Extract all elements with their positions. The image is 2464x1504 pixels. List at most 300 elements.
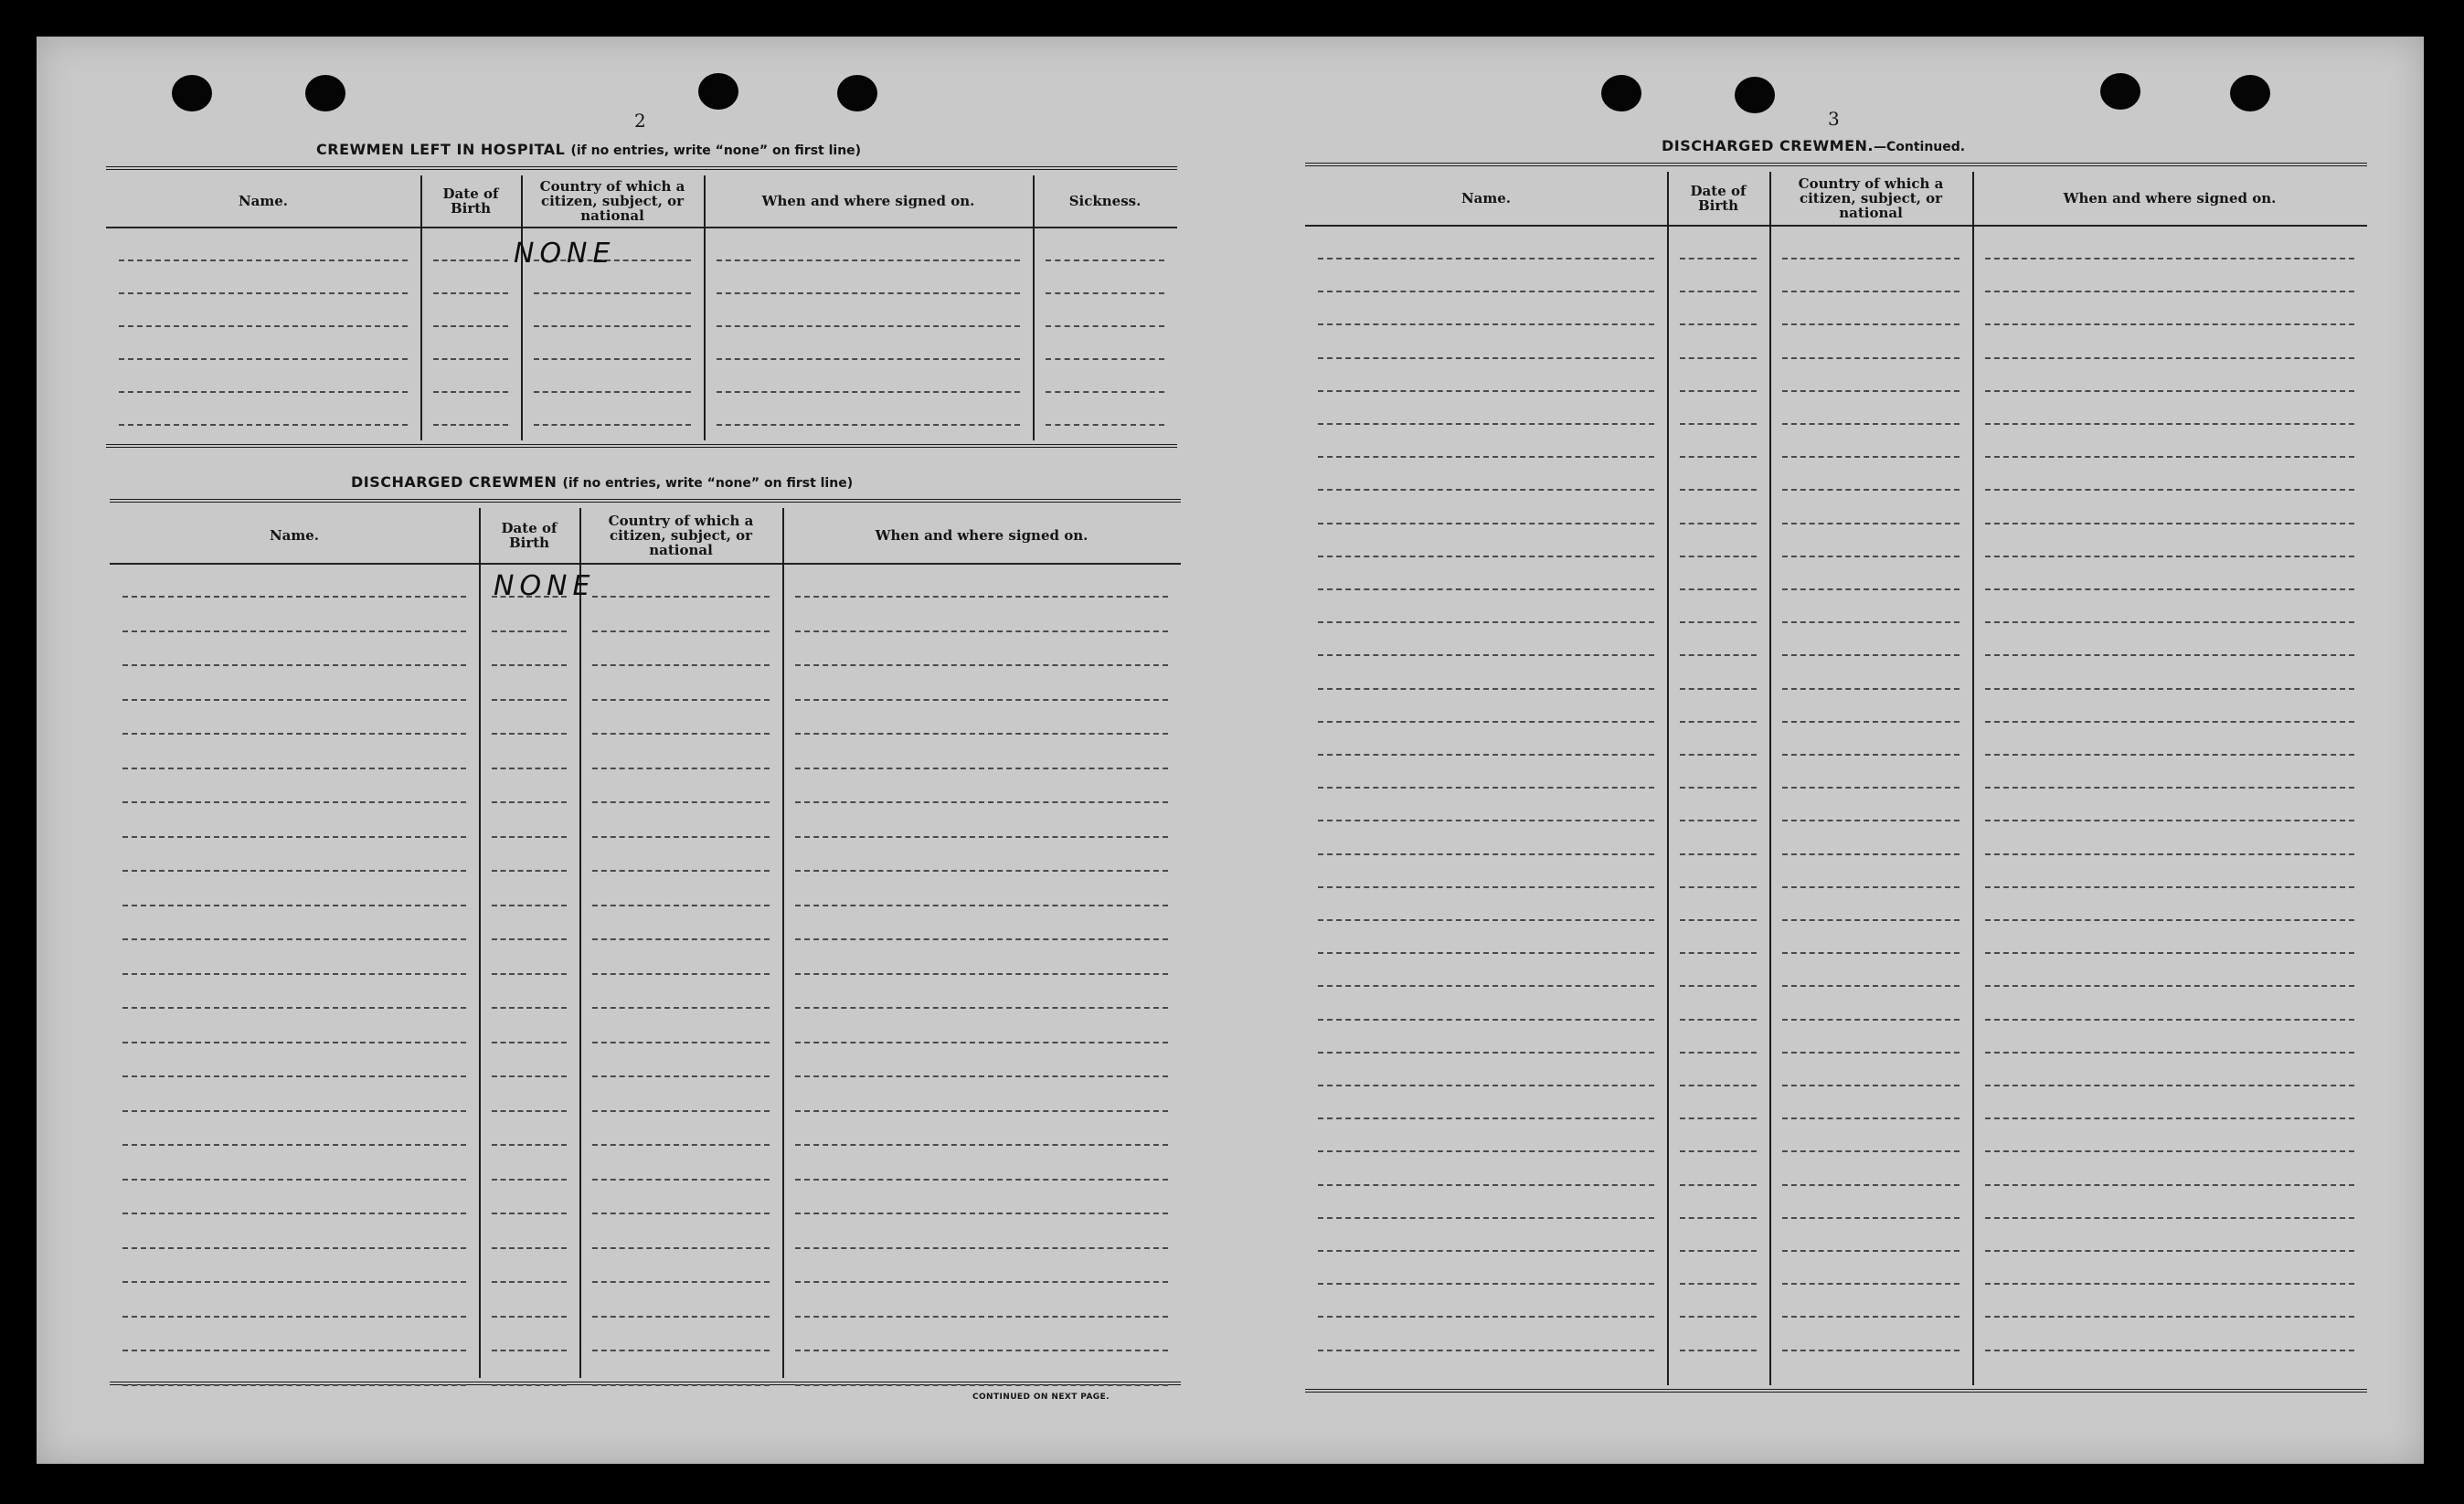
entry-line[interactable] (1985, 721, 2354, 723)
entry-line[interactable] (433, 358, 508, 360)
entry-line[interactable] (1318, 1052, 1654, 1054)
entry-line[interactable] (122, 1350, 466, 1351)
entry-line[interactable] (1318, 621, 1654, 623)
entry-line[interactable] (1318, 291, 1654, 292)
entry-line[interactable] (795, 1281, 1168, 1283)
column-divider (1972, 172, 1974, 1385)
entry-line[interactable] (1318, 1085, 1654, 1086)
column-divider (521, 175, 523, 440)
entry-line[interactable] (1046, 424, 1164, 426)
entry-line[interactable] (717, 259, 1020, 261)
punch-hole-icon (1735, 77, 1775, 113)
entry-line[interactable] (1680, 1316, 1757, 1318)
entry-line[interactable] (1985, 1283, 2354, 1285)
entry-line[interactable] (1318, 1217, 1654, 1219)
entry-line[interactable] (1680, 1052, 1757, 1054)
entry-line[interactable] (592, 1179, 770, 1181)
entry-line[interactable] (534, 325, 691, 327)
hospital-table (106, 166, 1177, 448)
entry-line[interactable] (492, 1384, 567, 1386)
entry-line[interactable] (592, 733, 770, 735)
entry-line[interactable] (492, 801, 567, 803)
entry-line[interactable] (534, 292, 691, 294)
entry-line[interactable] (122, 1144, 466, 1146)
entry-line[interactable] (1782, 1316, 1960, 1318)
entry-line[interactable] (592, 1110, 770, 1112)
entry-line[interactable] (795, 664, 1168, 666)
entry-line[interactable] (1318, 1184, 1654, 1186)
entry-line[interactable] (1680, 1350, 1757, 1351)
entry-line[interactable] (1782, 1184, 1960, 1186)
entry-line[interactable] (1680, 985, 1757, 987)
entry-line[interactable] (1680, 621, 1757, 623)
hospital-section-title (316, 141, 861, 158)
entry-line[interactable] (1680, 1250, 1757, 1252)
entry-line[interactable] (1680, 919, 1757, 921)
entry-line[interactable] (1782, 688, 1960, 690)
entry-line[interactable] (1680, 291, 1757, 292)
entry-line[interactable] (1318, 886, 1654, 888)
entry-line[interactable] (1782, 556, 1960, 557)
hospital-col-name: Name. (238, 193, 289, 209)
entry-line[interactable] (1985, 456, 2354, 458)
entry-line[interactable] (795, 1350, 1168, 1351)
entry-line[interactable] (795, 1144, 1168, 1146)
entry-line[interactable] (592, 1350, 770, 1351)
entry-line[interactable] (492, 1110, 567, 1112)
entry-line[interactable] (1318, 721, 1654, 723)
entry-line[interactable] (1680, 357, 1757, 359)
entry-line[interactable] (1985, 556, 2354, 557)
continued-col-name: Name. (1460, 190, 1512, 207)
entry-line[interactable] (1782, 1150, 1960, 1152)
entry-line[interactable] (1680, 258, 1757, 259)
column-divider (1033, 175, 1035, 440)
entry-line[interactable] (592, 1247, 770, 1249)
entry-line[interactable] (592, 768, 770, 769)
entry-line[interactable] (492, 1213, 567, 1214)
entry-line[interactable] (1318, 1019, 1654, 1021)
entry-line[interactable] (1318, 390, 1654, 392)
entry-line[interactable] (1680, 489, 1757, 491)
entry-line[interactable] (1985, 258, 2354, 259)
entry-line[interactable] (492, 664, 567, 666)
entry-line[interactable] (1680, 1184, 1757, 1186)
punch-hole-icon (1601, 75, 1641, 111)
entry-line[interactable] (1782, 258, 1960, 259)
entry-line[interactable] (1985, 952, 2354, 954)
hospital-col-dob: Date of Birth (442, 185, 499, 217)
entry-line[interactable] (592, 1281, 770, 1283)
entry-line[interactable] (492, 1350, 567, 1351)
entry-line[interactable] (795, 938, 1168, 940)
entry-line[interactable] (1680, 456, 1757, 458)
entry-line[interactable] (492, 699, 567, 701)
entry-line[interactable] (492, 905, 567, 906)
punch-hole-icon (2100, 73, 2140, 110)
discharged-title-text: DISCHARGED CREWMEN (351, 473, 558, 491)
entry-line[interactable] (1318, 853, 1654, 855)
entry-line[interactable] (1985, 291, 2354, 292)
entry-line[interactable] (1782, 1085, 1960, 1086)
continued-table (1305, 163, 2367, 1393)
entry-line[interactable] (1985, 423, 2354, 425)
entry-line[interactable] (492, 938, 567, 940)
entry-line[interactable] (795, 768, 1168, 769)
entry-line[interactable] (717, 325, 1020, 327)
entry-line[interactable] (592, 870, 770, 872)
entry-line[interactable] (1680, 556, 1757, 557)
entry-line[interactable] (492, 1007, 567, 1009)
entry-line[interactable] (1985, 523, 2354, 524)
entry-line[interactable] (122, 1075, 466, 1077)
entry-line[interactable] (119, 325, 408, 327)
entry-line[interactable] (592, 1007, 770, 1009)
entry-line[interactable] (122, 938, 466, 940)
entry-line[interactable] (534, 358, 691, 360)
entry-line[interactable] (1782, 357, 1960, 359)
entry-line[interactable] (1318, 1316, 1654, 1318)
hospital-header-row (106, 175, 1177, 228)
continued-header-row (1305, 172, 2367, 227)
entry-line[interactable] (122, 1384, 466, 1386)
entry-line[interactable] (1680, 654, 1757, 656)
discharged-table (110, 499, 1181, 1385)
entry-line[interactable] (1782, 654, 1960, 656)
entry-line[interactable] (1782, 1217, 1960, 1219)
entry-line[interactable] (592, 801, 770, 803)
entry-line[interactable] (492, 1179, 567, 1181)
entry-line[interactable] (592, 1042, 770, 1043)
column-divider (420, 175, 422, 440)
entry-line[interactable] (1680, 1217, 1757, 1219)
entry-line[interactable] (1318, 820, 1654, 821)
continued-footer: CONTINUED ON NEXT PAGE. (972, 1393, 1110, 1402)
entry-line[interactable] (492, 630, 567, 632)
entry-line[interactable] (1782, 423, 1960, 425)
entry-line[interactable] (1318, 489, 1654, 491)
entry-line[interactable] (119, 424, 408, 426)
entry-line[interactable] (1985, 1117, 2354, 1119)
entry-line[interactable] (1782, 588, 1960, 590)
entry-line[interactable] (1985, 1217, 2354, 1219)
entry-line[interactable] (433, 259, 508, 261)
entry-line[interactable] (795, 596, 1168, 598)
entry-line[interactable] (492, 973, 567, 975)
entry-line[interactable] (592, 1213, 770, 1214)
entry-line[interactable] (492, 1247, 567, 1249)
entry-line[interactable] (1782, 1117, 1960, 1119)
entry-line[interactable] (1318, 1250, 1654, 1252)
discharged-col-country: Country of which a citizen, subject, or national (608, 513, 754, 558)
entry-line[interactable] (592, 630, 770, 632)
entry-line[interactable] (1680, 853, 1757, 855)
entry-line[interactable] (122, 1179, 466, 1181)
entry-line[interactable] (592, 973, 770, 975)
entry-line[interactable] (1680, 390, 1757, 392)
entry-line[interactable] (1782, 489, 1960, 491)
entry-line[interactable] (1318, 1283, 1654, 1285)
entry-line[interactable] (592, 699, 770, 701)
entry-line[interactable] (1680, 787, 1757, 789)
entry-line[interactable] (1318, 556, 1654, 557)
hospital-col-sickness: Sickness. (1068, 193, 1142, 209)
entry-line[interactable] (1318, 1350, 1654, 1351)
entry-line[interactable] (1985, 588, 2354, 590)
entry-line[interactable] (795, 1110, 1168, 1112)
entry-line[interactable] (1318, 985, 1654, 987)
hospital-col-country: Country of which a citizen, subject, or national (539, 178, 685, 224)
entry-line[interactable] (122, 1281, 466, 1283)
entry-line[interactable] (1985, 1250, 2354, 1252)
entry-line[interactable] (1782, 1019, 1960, 1021)
entry-line[interactable] (1680, 754, 1757, 756)
entry-line[interactable] (1680, 886, 1757, 888)
entry-line[interactable] (492, 836, 567, 838)
entry-line[interactable] (795, 1179, 1168, 1181)
entry-line[interactable] (122, 1247, 466, 1249)
entry-line[interactable] (492, 1144, 567, 1146)
entry-line[interactable] (1985, 390, 2354, 392)
entry-line[interactable] (1782, 523, 1960, 524)
entry-line[interactable] (592, 1075, 770, 1077)
entry-line[interactable] (1046, 391, 1164, 393)
entry-line[interactable] (122, 870, 466, 872)
hospital-title-text: CREWMEN LEFT IN HOSPITAL (316, 141, 566, 158)
entry-line[interactable] (492, 1281, 567, 1283)
entry-line[interactable] (1985, 1019, 2354, 1021)
entry-line[interactable] (122, 905, 466, 906)
entry-line[interactable] (795, 1075, 1168, 1077)
entry-line[interactable] (1985, 323, 2354, 325)
entry-line[interactable] (592, 1384, 770, 1386)
entry-line[interactable] (1318, 258, 1654, 259)
punch-hole-icon (837, 75, 877, 111)
entry-line[interactable] (433, 325, 508, 327)
entry-line[interactable] (119, 292, 408, 294)
entry-line[interactable] (1782, 721, 1960, 723)
entry-line[interactable] (592, 938, 770, 940)
entry-line[interactable] (1985, 621, 2354, 623)
entry-line[interactable] (592, 596, 770, 598)
discharged-col-signed-on: When and where signed on. (875, 527, 1089, 544)
entry-line[interactable] (492, 870, 567, 872)
entry-line[interactable] (122, 1316, 466, 1318)
entry-line[interactable] (1318, 1117, 1654, 1119)
entry-line[interactable] (1680, 688, 1757, 690)
entry-line[interactable] (1318, 456, 1654, 458)
entry-line[interactable] (795, 733, 1168, 735)
entry-line[interactable] (1782, 456, 1960, 458)
entry-line[interactable] (795, 1213, 1168, 1214)
entry-line[interactable] (1985, 1085, 2354, 1086)
entry-line[interactable] (122, 630, 466, 632)
column-divider (1769, 172, 1771, 1385)
entry-line[interactable] (433, 424, 508, 426)
entry-line[interactable] (795, 1247, 1168, 1249)
entry-line[interactable] (1782, 1052, 1960, 1054)
entry-line[interactable] (1680, 323, 1757, 325)
column-divider (479, 508, 481, 1378)
form-sheet (37, 37, 2424, 1464)
entry-line[interactable] (795, 1316, 1168, 1318)
entry-line[interactable] (1782, 886, 1960, 888)
entry-line[interactable] (1680, 588, 1757, 590)
entry-line[interactable] (795, 973, 1168, 975)
entry-line[interactable] (1680, 952, 1757, 954)
entry-line[interactable] (1046, 292, 1164, 294)
entry-line[interactable] (122, 1213, 466, 1214)
discharged-handwritten-entry: NONE (494, 570, 596, 602)
entry-line[interactable] (492, 1042, 567, 1043)
entry-line[interactable] (122, 1110, 466, 1112)
entry-line[interactable] (1782, 919, 1960, 921)
entry-line[interactable] (795, 1007, 1168, 1009)
discharged-section-title (351, 473, 853, 491)
entry-line[interactable] (592, 1316, 770, 1318)
entry-line[interactable] (1046, 259, 1164, 261)
entry-line[interactable] (1782, 291, 1960, 292)
entry-line[interactable] (1782, 390, 1960, 392)
hospital-handwritten-entry: NONE (514, 238, 616, 270)
entry-line[interactable] (433, 391, 508, 393)
entry-line[interactable] (1985, 886, 2354, 888)
entry-line[interactable] (1046, 325, 1164, 327)
entry-line[interactable] (122, 1007, 466, 1009)
entry-line[interactable] (122, 801, 466, 803)
entry-line[interactable] (1985, 853, 2354, 855)
entry-line[interactable] (1318, 357, 1654, 359)
entry-line[interactable] (122, 973, 466, 975)
entry-line[interactable] (1680, 1019, 1757, 1021)
entry-line[interactable] (795, 870, 1168, 872)
entry-line[interactable] (717, 424, 1020, 426)
entry-line[interactable] (1985, 688, 2354, 690)
entry-line[interactable] (1680, 1150, 1757, 1152)
entry-line[interactable] (1985, 985, 2354, 987)
entry-line[interactable] (1985, 1316, 2354, 1318)
entry-line[interactable] (122, 768, 466, 769)
entry-line[interactable] (1782, 820, 1960, 821)
entry-line[interactable] (795, 630, 1168, 632)
entry-line[interactable] (1782, 952, 1960, 954)
entry-line[interactable] (1985, 1150, 2354, 1152)
entry-line[interactable] (1318, 952, 1654, 954)
entry-line[interactable] (592, 1144, 770, 1146)
entry-line[interactable] (492, 768, 567, 769)
entry-line[interactable] (1318, 919, 1654, 921)
entry-line[interactable] (1318, 1150, 1654, 1152)
entry-line[interactable] (717, 391, 1020, 393)
discharged-col-name: Name. (269, 527, 320, 544)
entry-line[interactable] (795, 1042, 1168, 1043)
right-page-number: 3 (1828, 108, 1840, 130)
entry-line[interactable] (122, 733, 466, 735)
entry-line[interactable] (1985, 754, 2354, 756)
left-page-number: 2 (634, 110, 646, 132)
entry-line[interactable] (1318, 423, 1654, 425)
entry-line[interactable] (1318, 523, 1654, 524)
entry-line[interactable] (122, 1042, 466, 1043)
entry-line[interactable] (1985, 357, 2354, 359)
entry-line[interactable] (1985, 1052, 2354, 1054)
entry-line[interactable] (1985, 820, 2354, 821)
entry-line[interactable] (1985, 919, 2354, 921)
column-divider (782, 508, 784, 1378)
entry-line[interactable] (717, 292, 1020, 294)
entry-line[interactable] (534, 391, 691, 393)
entry-line[interactable] (1680, 1085, 1757, 1086)
entry-line[interactable] (1680, 820, 1757, 821)
entry-line[interactable] (1782, 787, 1960, 789)
entry-line[interactable] (1680, 423, 1757, 425)
entry-line[interactable] (122, 596, 466, 598)
entry-line[interactable] (795, 836, 1168, 838)
entry-line[interactable] (1680, 523, 1757, 524)
entry-line[interactable] (1680, 721, 1757, 723)
punch-hole-icon (2230, 75, 2270, 111)
entry-line[interactable] (1985, 1184, 2354, 1186)
entry-line[interactable] (492, 1316, 567, 1318)
continued-col-dob: Date of Birth (1690, 183, 1747, 214)
entry-line[interactable] (1782, 754, 1960, 756)
entry-line[interactable] (1782, 1250, 1960, 1252)
entry-line[interactable] (1318, 588, 1654, 590)
entry-line[interactable] (717, 358, 1020, 360)
entry-line[interactable] (433, 292, 508, 294)
entry-line[interactable] (1782, 621, 1960, 623)
entry-line[interactable] (122, 664, 466, 666)
hospital-col-signed-on: When and where signed on. (761, 193, 975, 209)
entry-line[interactable] (1046, 358, 1164, 360)
entry-line[interactable] (1318, 323, 1654, 325)
entry-line[interactable] (122, 836, 466, 838)
entry-line[interactable] (592, 905, 770, 906)
entry-line[interactable] (1782, 985, 1960, 987)
entry-line[interactable] (1318, 654, 1654, 656)
entry-line[interactable] (1318, 688, 1654, 690)
entry-line[interactable] (592, 664, 770, 666)
entry-line[interactable] (119, 391, 408, 393)
punch-hole-icon (305, 75, 345, 111)
entry-line[interactable] (1985, 489, 2354, 491)
entry-line[interactable] (534, 424, 691, 426)
continued-title-text: DISCHARGED CREWMEN. (1662, 137, 1874, 154)
entry-line[interactable] (1680, 1117, 1757, 1119)
entry-line[interactable] (1318, 754, 1654, 756)
entry-line[interactable] (1680, 1283, 1757, 1285)
entry-line[interactable] (1985, 1350, 2354, 1351)
entry-line[interactable] (795, 801, 1168, 803)
entry-line[interactable] (592, 836, 770, 838)
entry-line[interactable] (795, 905, 1168, 906)
punch-hole-icon (172, 75, 212, 111)
entry-line[interactable] (795, 699, 1168, 701)
entry-line[interactable] (119, 259, 408, 261)
entry-line[interactable] (1782, 323, 1960, 325)
entry-line[interactable] (492, 733, 567, 735)
entry-line[interactable] (1782, 1350, 1960, 1351)
entry-line[interactable] (1985, 787, 2354, 789)
entry-line[interactable] (1782, 853, 1960, 855)
entry-line[interactable] (795, 1384, 1168, 1386)
entry-line[interactable] (1985, 654, 2354, 656)
entry-line[interactable] (122, 699, 466, 701)
entry-line[interactable] (119, 358, 408, 360)
entry-line[interactable] (1318, 787, 1654, 789)
entry-line[interactable] (1782, 1283, 1960, 1285)
entry-line[interactable] (492, 1075, 567, 1077)
